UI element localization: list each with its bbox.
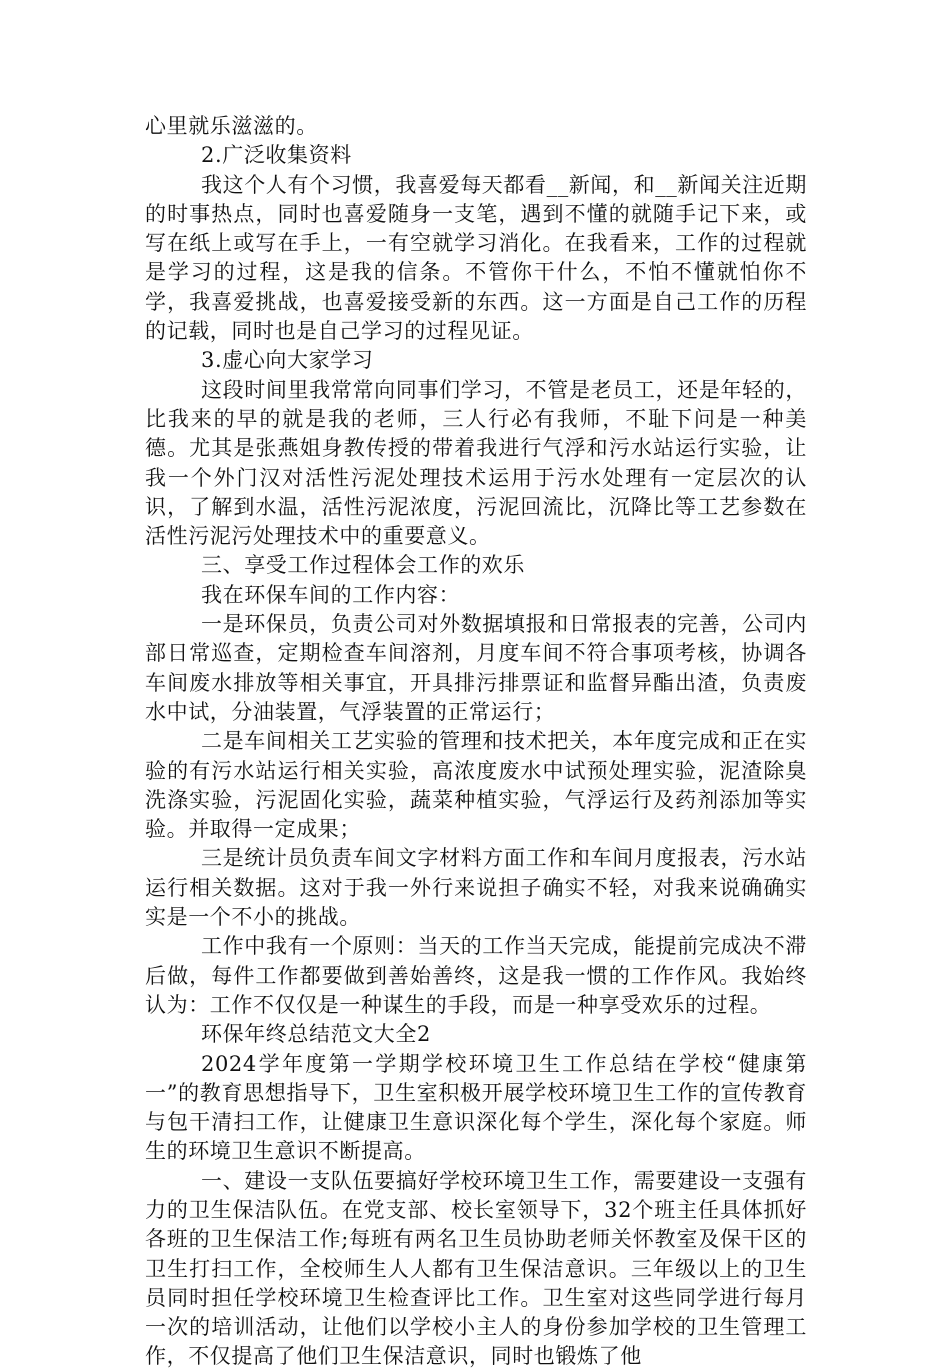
paragraph-duty-three: 三是统计员负责车间文字材料方面工作和车间月度报表，污水站运行相关数据。这对于我一外行来说担子确实不轻，对我来说确确实实是一个不小的挑战。 <box>145 846 807 930</box>
paragraph-duty-two: 二是车间相关工艺实验的管理和技术把关，本年度完成和正在实验的有污水站运行相关实验，高浓度废水中试预处理实验，泥渣除臭洗涤实验，污泥固化实验，蔬菜种植实验，气浮运行及药剂添加等实验。并取得一定成果； <box>145 729 807 842</box>
paragraph-school-hygiene-intro: 2024学年度第一学期学校环境卫生工作总结在学校“健康第一”的教育思想指导下，卫生室积极开展学校环境卫生工作的宣传教育与包干清扫工作，让健康卫生意识深化每个学生，深化每个家庭。师生的环境卫生意识不断提高。 <box>145 1051 807 1164</box>
paragraph-work-principle: 工作中我有一个原则：当天的工作当天完成，能提前完成决不滞后做，每件工作都要做到善始善终，这是我一惯的工作作风。我始终认为：工作不仅仅是一种谋生的手段，而是一种享受欢乐的过程。 <box>145 934 807 1017</box>
paragraph-work-content-intro: 我在环保车间的工作内容： <box>201 582 461 607</box>
paragraph-collect-materials: 我这个人有个习惯，我喜爱每天都看__新闻，和__新闻关注近期的时事热点，同时也喜爱随身一支笔，遇到不懂的就随手记下来，或写在纸上或写在手上，一有空就学习消化。在我看来，工作的过程就是学习的过程，这是我的信条。不管你干什么，不怕不懂就怕你不学，我喜爱挑战，也喜爱接受新的东西。这一方面是自己工作的历程的记载，同时也是自己学习的过程见证。 <box>145 172 807 344</box>
document-page <box>145 112 807 1372</box>
paragraph-duty-one: 一是环保员，负责公司对外数据填报和日常报表的完善，公司内部日常巡查，定期检查车间溶剂，月度车间不符合事项考核，协调各车间废水排放等相关事宜，开具排污排票证和监督异酯出渣，负责废水中试，分油装置，气浮装置的正常运行； <box>145 612 807 724</box>
paragraph-continuation: 心里就乐滋滋的。 <box>145 114 318 138</box>
paragraph-learn-from-others: 这段时间里我常常向同事们学习，不管是老员工，还是年轻的，比我来的早的就是我的老师，三人行必有我师，不耻下问是一种美德。尤其是张燕姐身教传授的带着我进行气浮和污水站运行实验，让我一个外门汉对活性污泥处理技术运用于污水处理有一定层次的认识，了解到水温，活性污泥浓度，污泥回流比，沉降比等工艺参数在活性污泥污处理技术中的重要意义。 <box>145 377 807 549</box>
section-heading-collect-materials: 2.广泛收集资料 <box>201 143 352 168</box>
paragraph-build-team: 一、建设一支队伍要搞好学校环境卫生工作，需要建设一支强有力的卫生保洁队伍。在党支部、校长室领导下，32个班主任具体抓好各班的卫生保洁工作;每班有两名卫生员协助老师关怀教室及保干区的卫生打扫工作，全校师生人人都有卫生保洁意识。三年级以上的卫生员同时担任学校环境卫生检查评比工作。卫生室对这些同学进行每月一次的培训活动，让他们以学校小主人的身份参加学校的卫生管理工作，不仅提高了他们卫生保洁意识，同时也锻炼了他 <box>145 1168 807 1369</box>
section-heading-enjoy-work: 三、享受工作过程体会工作的欢乐 <box>201 553 525 578</box>
document-title-part-2: 环保年终总结范文大全2 <box>201 1022 431 1047</box>
section-heading-learn-from-others: 3.虚心向大家学习 <box>201 348 374 373</box>
